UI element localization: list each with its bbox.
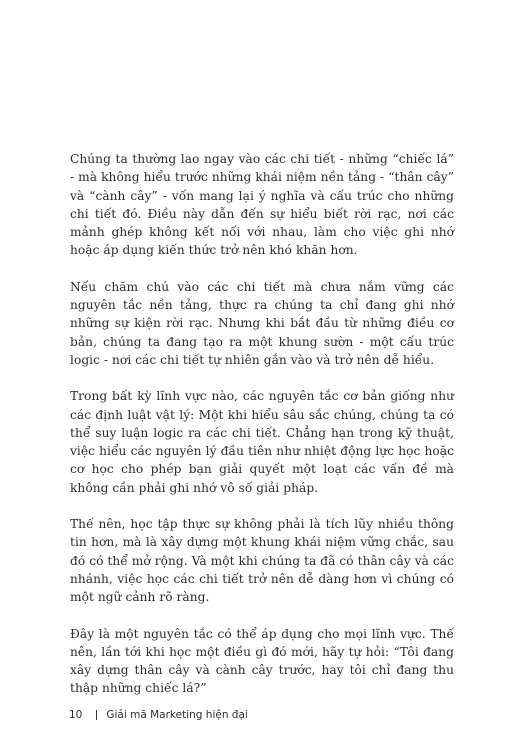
book-title: Giải mã Marketing hiện đại [106, 709, 248, 721]
footer-divider [96, 710, 97, 720]
paragraph-1: Chúng ta thường lao ngay vào các chi tiết - những “chiếc lá” - mà không hiểu trước những khái niệm nền tảng - “thân cây” và “cành cây” - vốn mang lại ý nghĩa và cấu trúc cho những chi tiết đó. Điều này dẫn đến sự hiểu biết rời rạc, nơi các mảnh ghép không kết nối với nhau, làm cho việc ghi nhớ hoặc áp dụng kiến thức trở nên khó khăn hơn. [70, 152, 454, 258]
page-body [70, 150, 454, 716]
paragraph-3: Trong bất kỳ lĩnh vực nào, các nguyên tắc cơ bản giống như các định luật vật lý: Một khi hiểu sâu sắc chúng, chúng ta có thể suy luận logic ra các chi tiết. Chẳng hạn trong kỹ thuật, việc hiểu các nguyên lý đầu tiên như nhiệt động lực học hoặc cơ học cho phép bạn giải quyết một loạt các vấn đề mà không cần phải ghi nhớ vô số giải pháp. [70, 389, 454, 495]
page-footer [69, 709, 248, 721]
paragraph-4: Thế nên, học tập thực sự không phải là tích lũy nhiều thông tin hơn, mà là xây dựng một khung khái niệm vững chắc, sau đó có thể mở rộng. Và một khi chúng ta đã có thân cây và các nhánh, việc học các chi tiết trở nên dễ dàng hơn vì chúng có một ngữ cảnh rõ ràng. [70, 517, 454, 605]
page-number: 10 [69, 709, 83, 721]
paragraph-2: Nếu chăm chú vào các chi tiết mà chưa nắm vững các nguyên tắc nền tảng, thực ra chúng ta chỉ đang ghi nhớ những sự kiện rời rạc. Nhưng khi bắt đầu từ những điều cơ bản, chúng ta đang tạo ra một khung sườn - một cấu trúc logic - nơi các chi tiết tự nhiên gắn vào và trở nên dễ hiểu. [70, 279, 454, 367]
paragraph-5: Đây là một nguyên tắc có thể áp dụng cho mọi lĩnh vực. Thế nên, lần tới khi học một điều gì đó mới, hãy tự hỏi: “Tôi đang xây dựng thân cây và cành cây trước, hay tôi chỉ đang thu thập những chiếc lá?” [70, 626, 454, 696]
